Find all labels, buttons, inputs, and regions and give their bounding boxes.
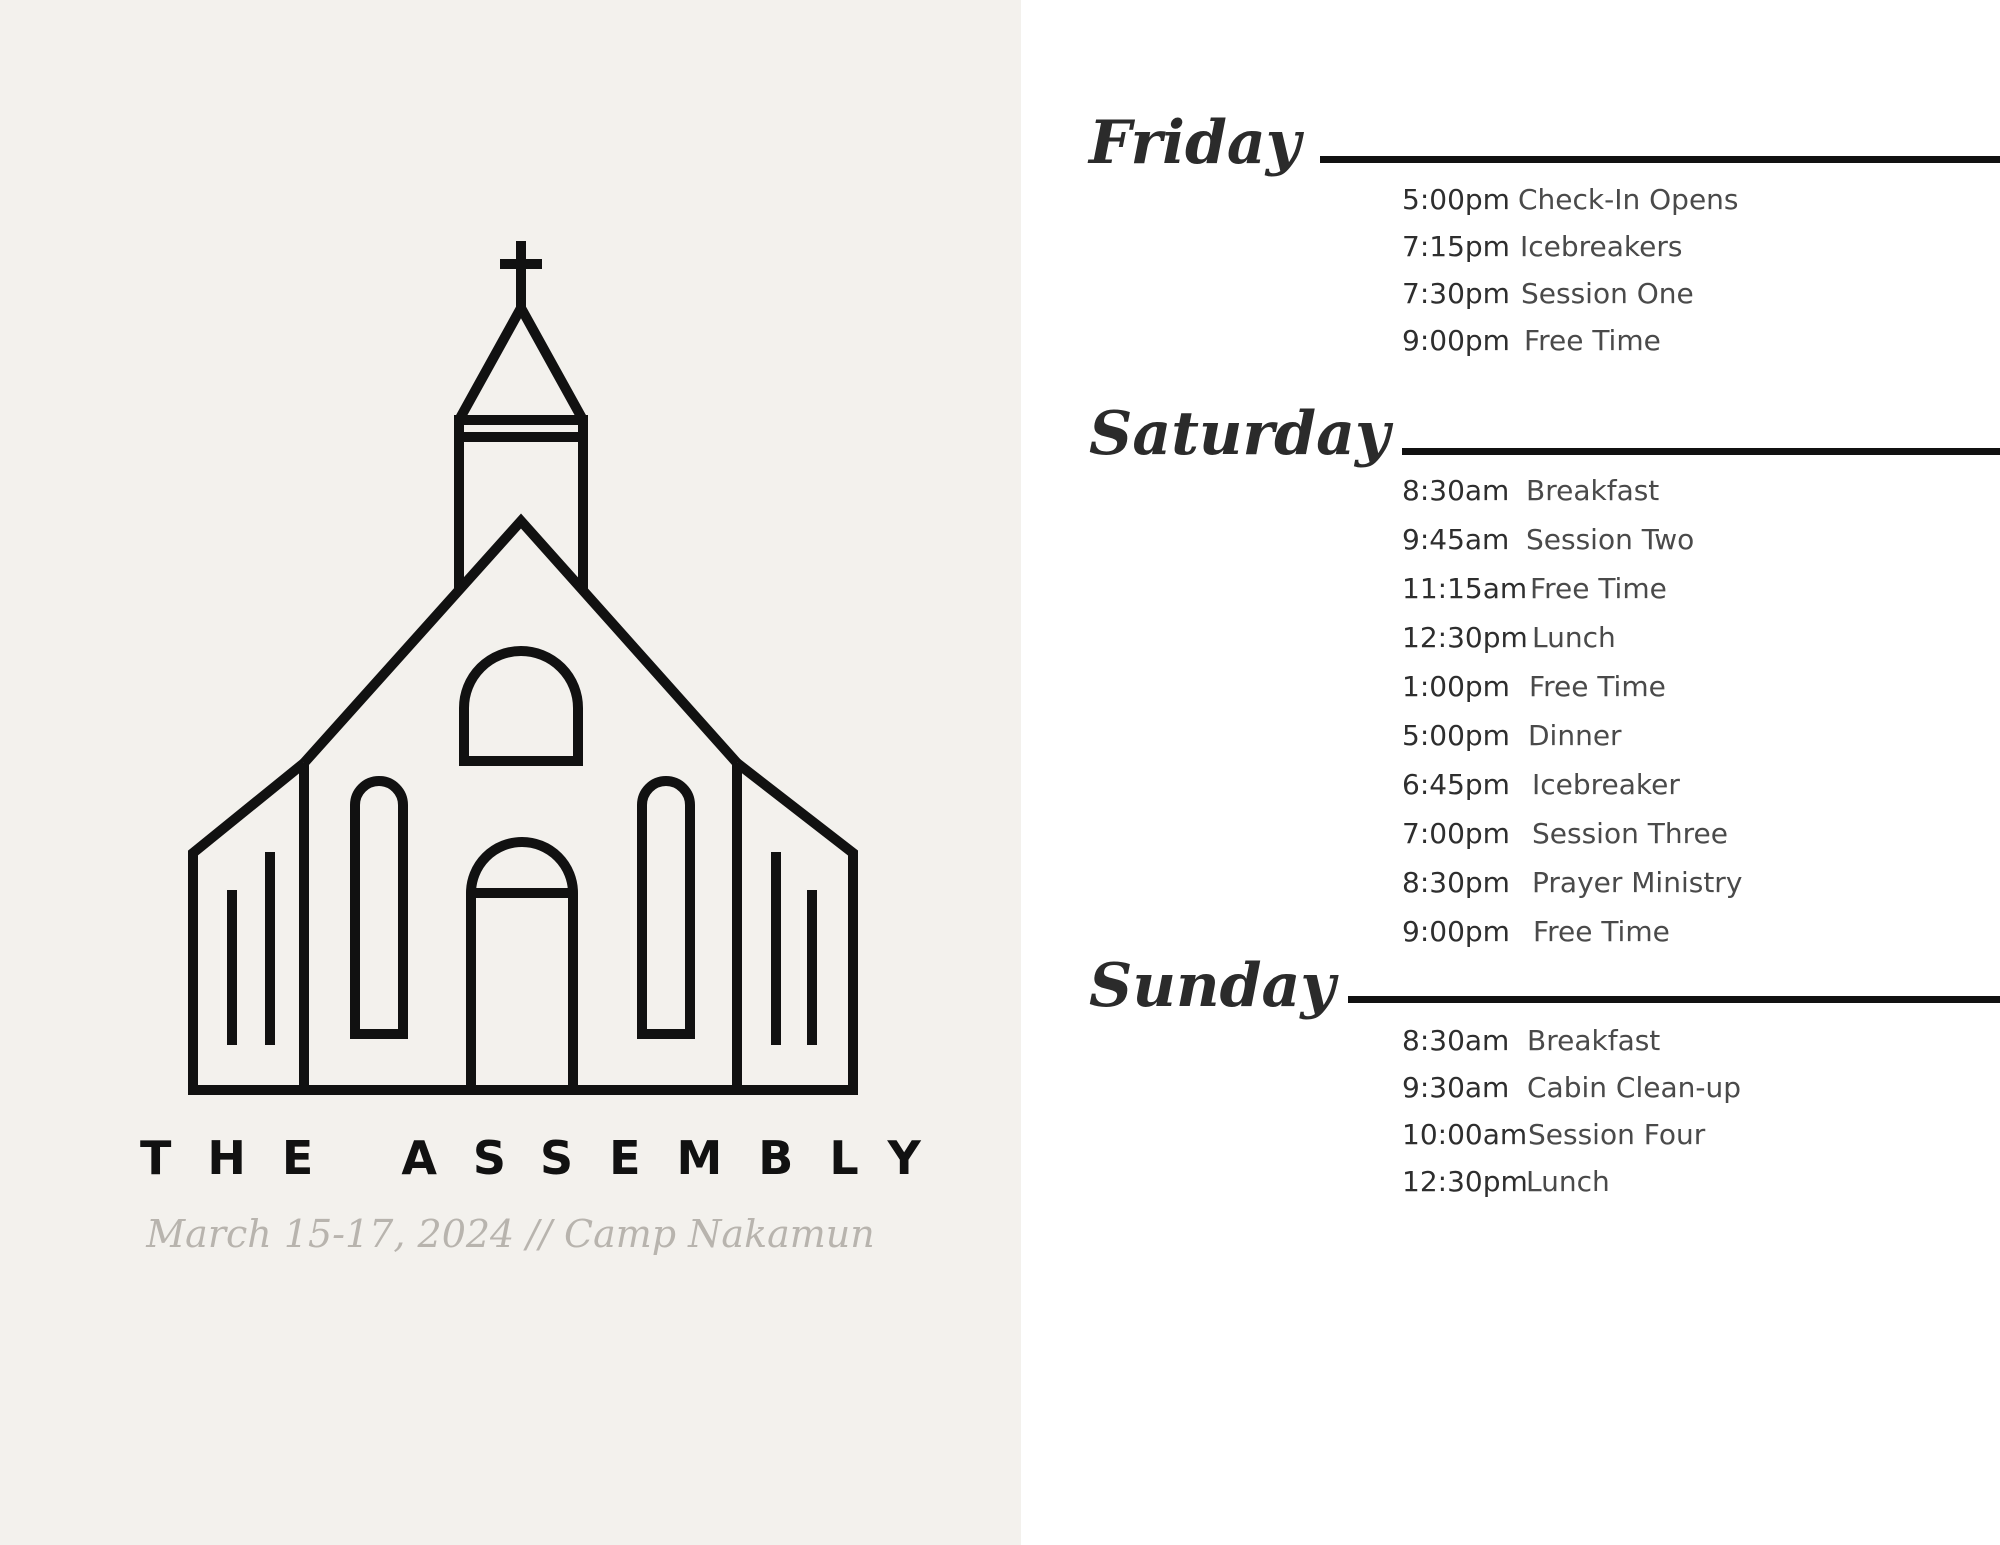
schedule-item [1402, 474, 1742, 523]
schedule-item [1402, 523, 1742, 572]
schedule-list [1402, 474, 1742, 964]
schedule-activity: Session One [1521, 277, 1694, 310]
schedule-activity: Lunch [1532, 621, 1616, 654]
schedule-time: 5:00pm [1402, 719, 1510, 752]
schedule-activity: Icebreaker [1532, 768, 1680, 801]
schedule-list [1402, 183, 1739, 371]
schedule-time: 8:30am [1402, 1024, 1510, 1057]
day-section-sunday [1089, 946, 2000, 1198]
schedule-activity: Dinner [1528, 719, 1622, 752]
schedule-item [1402, 1165, 1741, 1212]
schedule-activity: Lunch [1526, 1165, 1610, 1198]
brand-title: THE ASSEMBLY [140, 1131, 957, 1185]
schedule-time: 10:00am [1402, 1118, 1528, 1151]
schedule-item [1402, 768, 1742, 817]
schedule-item [1402, 230, 1739, 277]
schedule-item [1402, 277, 1739, 324]
day-divider [1320, 156, 2000, 163]
day-divider [1348, 996, 2000, 1003]
schedule-time: 9:30am [1402, 1071, 1510, 1104]
church-icon [0, 0, 1021, 1140]
day-section-saturday [1089, 394, 2000, 948]
schedule-time: 8:30pm [1402, 866, 1510, 899]
schedule-item [1402, 621, 1742, 670]
schedule-activity: Session Two [1526, 523, 1695, 556]
event-subtitle: March 15-17, 2024 // Camp Nakamun [146, 1212, 875, 1256]
schedule-time: 6:45pm [1402, 768, 1510, 801]
schedule-activity: Breakfast [1527, 1024, 1661, 1057]
schedule-activity: Session Three [1532, 817, 1728, 850]
schedule-activity: Cabin Clean-up [1527, 1071, 1741, 1104]
schedule-item [1402, 866, 1742, 915]
schedule-activity: Check-In Opens [1518, 183, 1739, 216]
day-header [1089, 103, 2000, 183]
day-header [1089, 946, 2000, 1026]
day-title: Sunday [1089, 951, 1336, 1021]
day-title: Friday [1089, 108, 1301, 178]
schedule-activity: Free Time [1524, 324, 1661, 357]
schedule-activity: Prayer Ministry [1532, 866, 1743, 899]
schedule-activity: Session Four [1528, 1118, 1706, 1151]
schedule-time: 7:30pm [1402, 277, 1510, 310]
schedule-activity: Free Time [1529, 670, 1666, 703]
schedule-time: 5:00pm [1402, 183, 1510, 216]
schedule-time: 9:00pm [1402, 324, 1510, 357]
day-header [1089, 394, 2000, 474]
schedule-time: 9:00pm [1402, 915, 1510, 948]
schedule-time: 12:30pm [1402, 1165, 1528, 1198]
day-title: Saturday [1089, 399, 1390, 469]
schedule-time: 12:30pm [1402, 621, 1528, 654]
schedule-item [1402, 1118, 1741, 1165]
schedule-item [1402, 324, 1739, 371]
schedule-item [1402, 719, 1742, 768]
schedule-time: 9:45am [1402, 523, 1510, 556]
schedule-item [1402, 1024, 1741, 1071]
schedule-time: 8:30am [1402, 474, 1510, 507]
schedule-item [1402, 572, 1742, 621]
schedule-activity: Free Time [1530, 572, 1667, 605]
schedule-item [1402, 183, 1739, 230]
schedule-time: 7:15pm [1402, 230, 1510, 263]
schedule-item [1402, 817, 1742, 866]
day-section-friday [1089, 103, 2000, 357]
schedule-item [1402, 670, 1742, 719]
schedule-time: 11:15am [1402, 572, 1528, 605]
schedule-activity: Breakfast [1526, 474, 1660, 507]
schedule-activity: Icebreakers [1520, 230, 1683, 263]
schedule-item [1402, 1071, 1741, 1118]
schedule-time: 1:00pm [1402, 670, 1510, 703]
day-divider [1402, 448, 2000, 455]
schedule-list [1402, 1024, 1741, 1212]
schedule-time: 7:00pm [1402, 817, 1510, 850]
schedule-activity: Free Time [1533, 915, 1670, 948]
